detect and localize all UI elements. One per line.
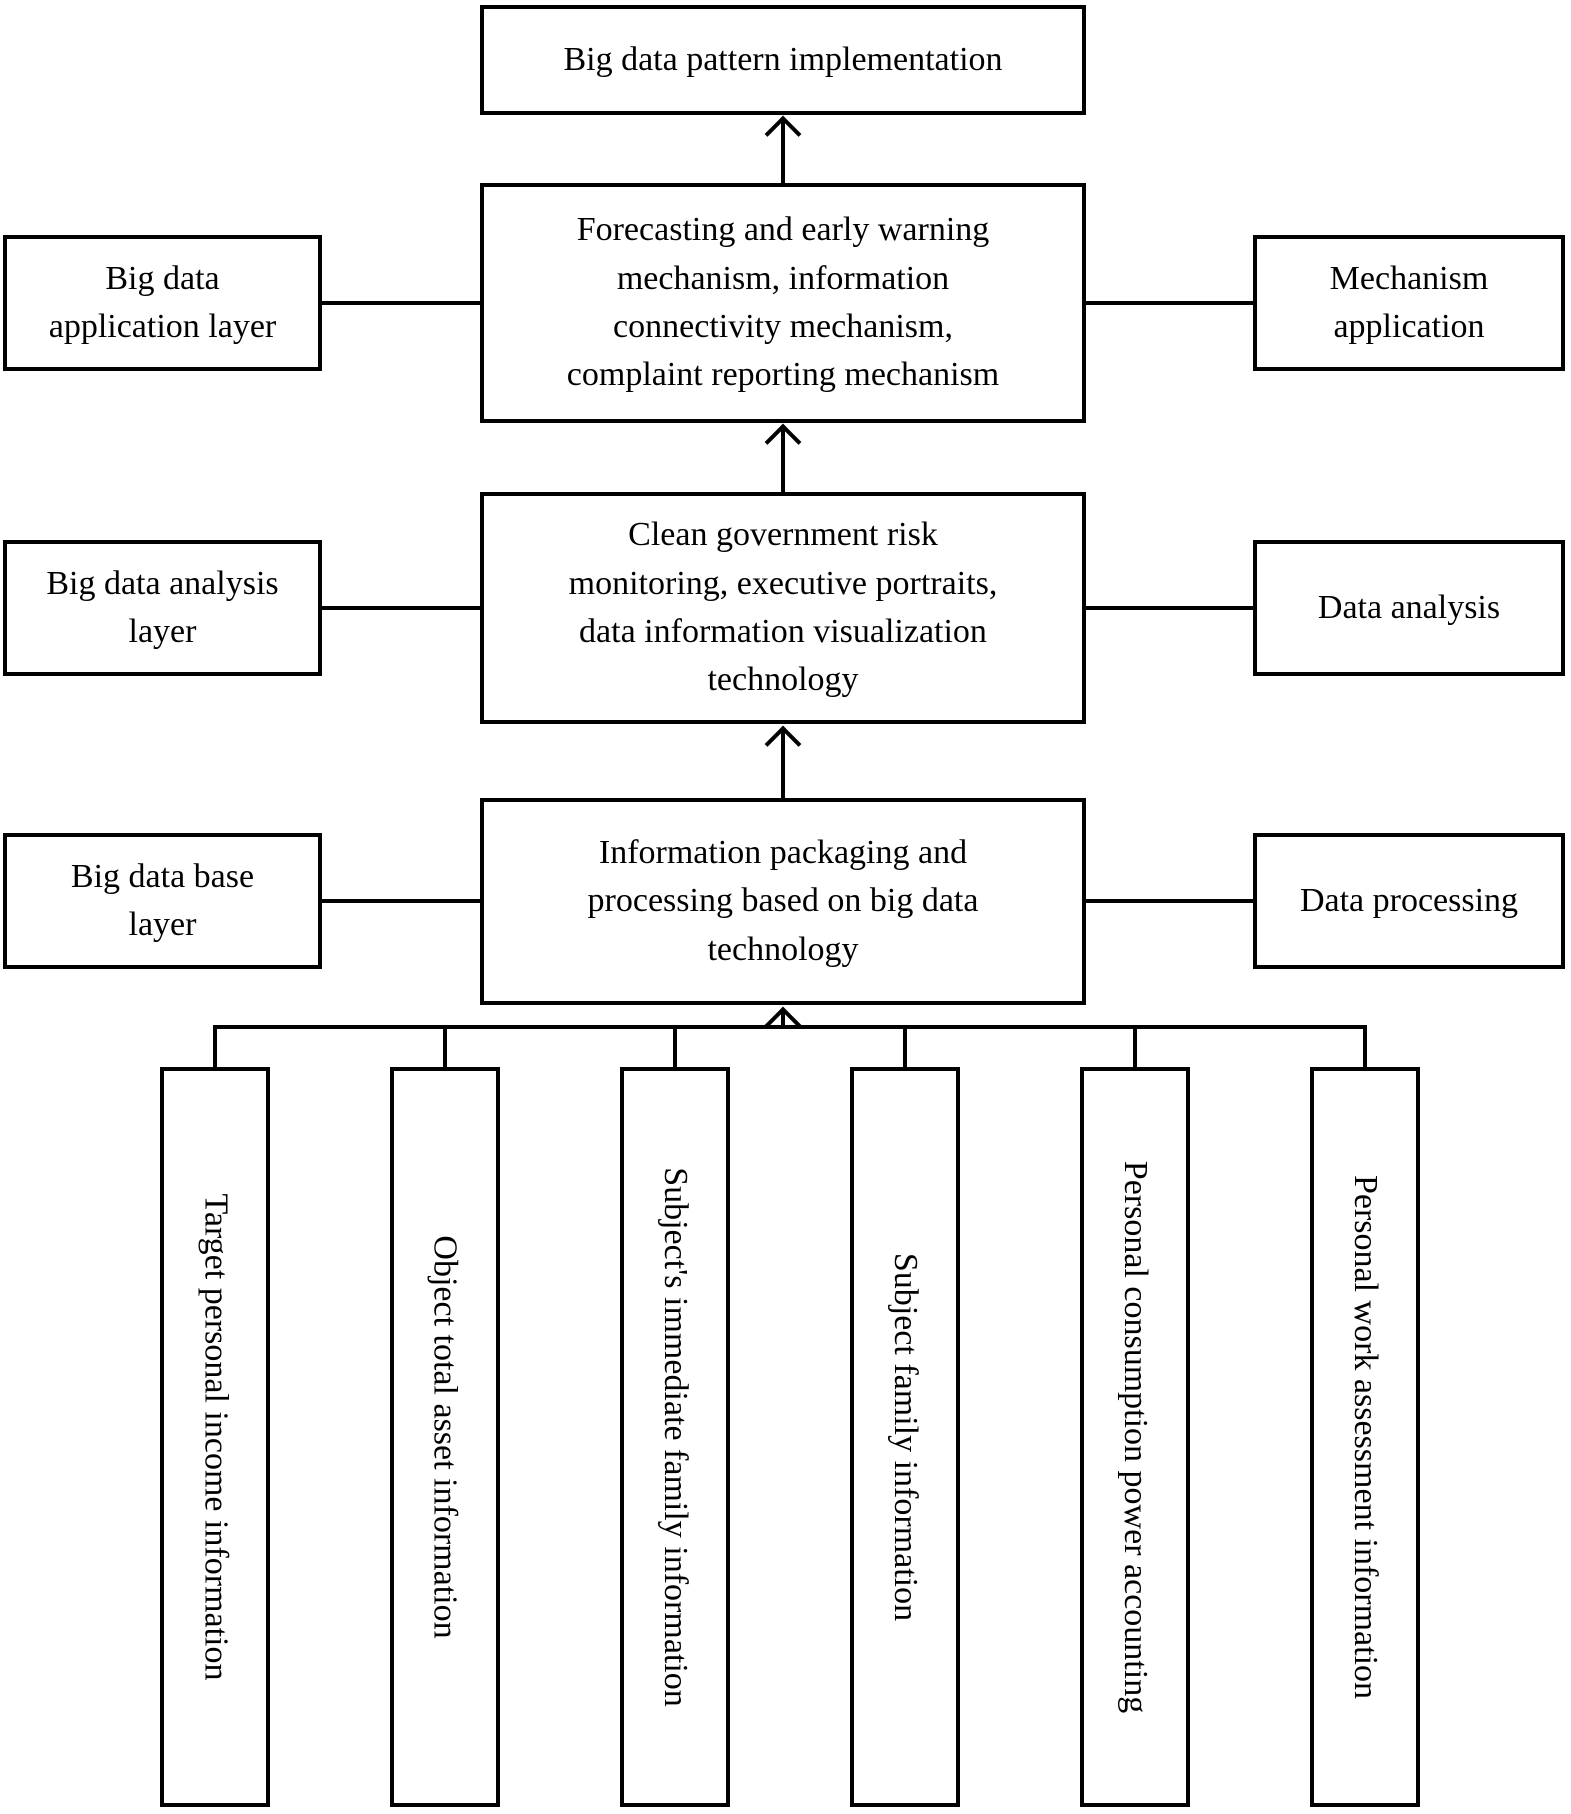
box-risk-monitoring-visualization [480,492,1086,724]
source-box-subject-family [850,1067,960,1807]
connector-line [320,899,482,903]
source-box-label: Personal consumption power accounting [1117,1160,1155,1714]
box-big-data-application-layer [3,235,322,371]
source-box-label: Object total asset information [427,1235,465,1639]
box-label-line: monitoring, executive portraits, [568,564,998,602]
box-label-line: layer [128,613,197,650]
source-box-object-total-asset [390,1067,500,1807]
connector-line [320,301,482,305]
connector-line [1084,301,1255,305]
connector-stub-line [673,1025,677,1067]
connector-stub-line [213,1025,217,1067]
connector-stub-line [1133,1025,1137,1067]
box-label-line: Big data analysis [46,564,279,602]
connector-stub-line [443,1025,447,1067]
source-box-label: Personal work assessment information [1347,1174,1385,1700]
connector-stub-line [903,1025,907,1067]
box-label-line: Big data [105,259,220,297]
box-label-line: application layer [48,308,277,345]
connector-stub-line [1363,1025,1367,1067]
box-label-line: Clean government risk [628,516,938,554]
box-data-processing [1253,833,1565,969]
source-box-label: Subject family information [887,1252,925,1622]
source-box-target-personal-income [160,1067,270,1807]
source-box-label: Target personal income information [197,1193,235,1681]
box-label-line: Big data base [70,857,255,895]
box-pattern-implementation [480,5,1086,115]
source-box-immediate-family [620,1067,730,1807]
box-label-line: Data analysis [1317,588,1501,626]
box-information-packaging [480,798,1086,1005]
arrowhead-up-icon [765,116,802,153]
box-label-line: Forecasting and early warning [576,211,990,249]
connector-line [1084,899,1255,903]
box-label-line: Data processing [1299,881,1519,919]
arrowhead-up-icon [765,424,802,461]
box-label-line: processing based on big data [587,882,979,920]
box-label-line: data information visualization [579,613,987,650]
arrowhead-up-icon [765,726,802,763]
source-box-label: Subject's immediate family information [657,1167,694,1707]
box-label-line: Information packaging and [598,834,968,872]
box-label-line: technology [707,661,859,699]
box-label-line: technology [707,930,859,968]
box-label-line: mechanism, information [616,259,950,297]
box-label: Big data pattern implementation [563,40,1003,78]
box-big-data-analysis-layer [3,540,322,676]
box-mechanism-application [1253,235,1565,371]
box-data-analysis [1253,540,1565,676]
box-label-line: connectivity mechanism, [613,308,953,345]
connector-line [320,606,482,610]
source-box-work-assessment [1310,1067,1420,1807]
box-label-line: layer [128,906,197,943]
box-label-line: application [1333,308,1485,345]
box-forecasting-mechanisms [480,183,1086,423]
box-label-line: Mechanism [1329,259,1489,297]
box-big-data-base-layer [3,833,322,969]
connector-line [1084,606,1255,610]
box-label-line: complaint reporting mechanism [566,356,1000,394]
source-box-consumption-power [1080,1067,1190,1807]
distributor-line [213,1025,1367,1029]
